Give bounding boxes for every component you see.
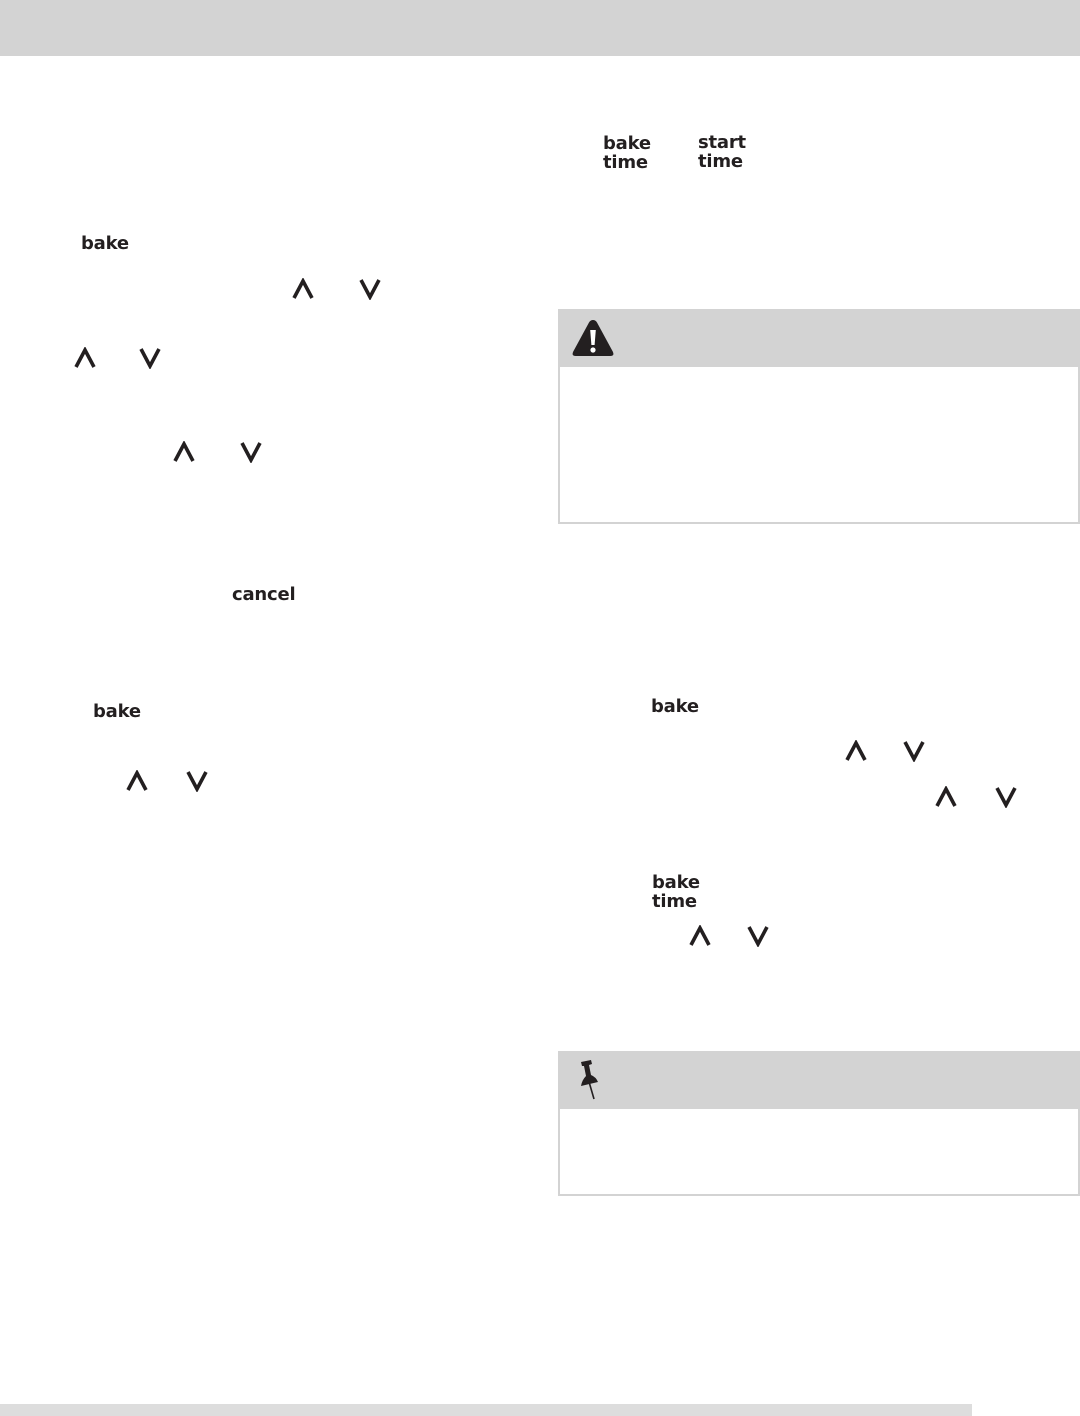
bake-time-key (603, 134, 651, 172)
start-time-key-line2: time (698, 151, 743, 172)
start-time-key (698, 133, 746, 171)
down-arrow-icon (358, 278, 382, 300)
start-time-key-line1: start (698, 132, 746, 153)
up-arrow-icon (291, 278, 315, 300)
down-arrow-icon (994, 786, 1018, 808)
down-arrow-icon (185, 770, 209, 792)
bake-time-key-line2: time (652, 891, 697, 912)
footer-bar (0, 1404, 972, 1416)
up-arrow-icon (172, 441, 196, 463)
bake-key: bake (651, 696, 699, 717)
bake-time-key-line1: bake (603, 133, 651, 154)
header-bar (0, 0, 1080, 56)
up-arrow-icon (688, 925, 712, 947)
down-arrow-icon (138, 347, 162, 369)
warning-icon (571, 318, 615, 358)
up-arrow-icon (125, 770, 149, 792)
up-arrow-icon (934, 786, 958, 808)
bake-time-key-line2: time (603, 152, 648, 173)
bake-time-key (652, 873, 700, 911)
bake-key: bake (81, 233, 129, 254)
pushpin-icon (577, 1059, 605, 1101)
warning-panel-body (558, 365, 1080, 524)
cancel-key: cancel (232, 584, 296, 605)
up-arrow-icon (73, 347, 97, 369)
down-arrow-icon (902, 740, 926, 762)
note-panel-header (558, 1051, 1080, 1107)
down-arrow-icon (239, 441, 263, 463)
warning-panel-header (558, 309, 1080, 365)
up-arrow-icon (844, 740, 868, 762)
bake-key: bake (93, 701, 141, 722)
down-arrow-icon (746, 925, 770, 947)
note-panel-body (558, 1107, 1080, 1196)
bake-time-key-line1: bake (652, 872, 700, 893)
